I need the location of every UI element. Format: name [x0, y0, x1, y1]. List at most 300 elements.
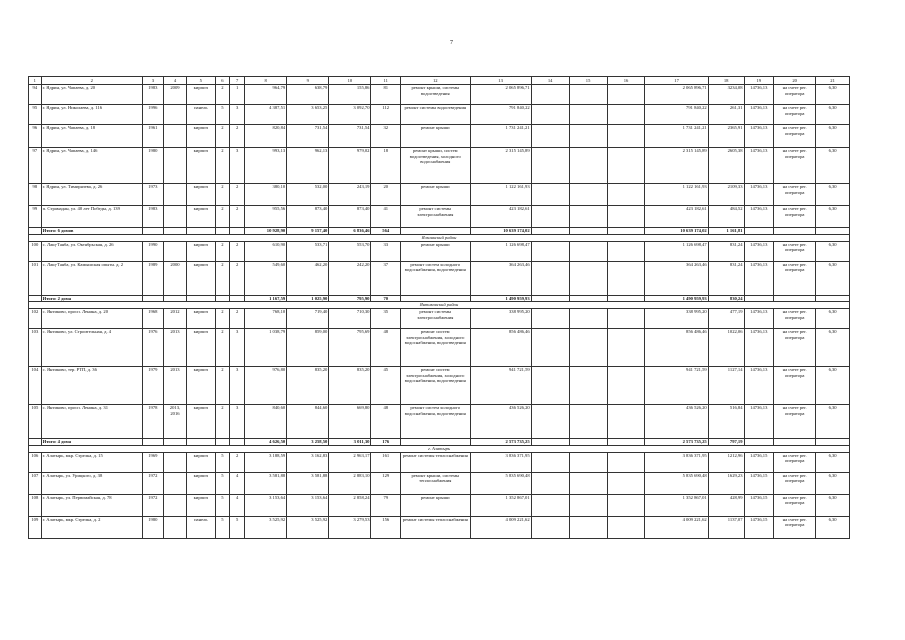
table-cell: 4 009 221,62	[645, 516, 708, 538]
district-title: г. Алатырь	[29, 445, 850, 452]
district-section-row	[29, 445, 850, 452]
table-cell	[569, 452, 607, 472]
table-cell: 6,30	[816, 85, 850, 105]
table-cell	[607, 329, 645, 367]
district-section-row	[29, 302, 850, 309]
table-cell: 2	[215, 206, 230, 228]
table-row	[29, 125, 850, 148]
table-cell	[215, 439, 230, 446]
table-cell: 979,02	[329, 148, 371, 184]
table-cell	[230, 439, 245, 446]
table-row	[29, 452, 850, 472]
table-cell: 6,30	[816, 261, 850, 295]
table-cell: ремонт крыши, систем водоотведения, холодного водоснабжения	[400, 148, 470, 184]
table-cell: 14736,13	[744, 125, 774, 148]
table-cell	[163, 125, 186, 148]
table-cell: 14736,15	[744, 472, 774, 494]
table-cell	[230, 228, 245, 235]
table-cell: Итого: 2 дома	[41, 295, 142, 302]
table-cell	[607, 261, 645, 295]
table-cell	[531, 439, 569, 446]
table-cell: 2	[215, 184, 230, 206]
table-cell	[816, 228, 850, 235]
table-cell: 795,69	[329, 329, 371, 367]
table-cell: 1978	[142, 405, 163, 439]
table-cell: 2	[215, 85, 230, 105]
table-cell: 669,80	[329, 405, 371, 439]
table-row	[29, 184, 850, 206]
page-number: 7	[450, 40, 453, 46]
table-cell	[607, 85, 645, 105]
table-cell: 1629,23	[708, 472, 744, 494]
table-cell: 380,10	[245, 184, 287, 206]
table-cell	[607, 405, 645, 439]
table-cell: 3 153,64	[287, 494, 329, 516]
table-cell: 1127,14	[708, 367, 744, 405]
table-cell: 5 835 690,48	[645, 472, 708, 494]
table-cell: 2	[230, 309, 245, 329]
table-cell: 941 721,59	[470, 367, 531, 405]
table-cell	[531, 516, 569, 538]
table-cell: 242,20	[329, 261, 371, 295]
column-number-cell: 18	[708, 77, 744, 85]
table-cell: кирпич	[187, 148, 215, 184]
table-cell	[230, 295, 245, 302]
table-cell	[531, 105, 569, 125]
table-cell: 6,30	[816, 329, 850, 367]
table-cell: ремонт крыши	[400, 494, 470, 516]
table-cell: 1 025,90	[287, 295, 329, 302]
table-cell: Итого: 6 домов	[41, 228, 142, 235]
column-number-cell: 16	[607, 77, 645, 85]
table-cell: 1137,07	[708, 516, 744, 538]
table-cell	[569, 494, 607, 516]
table-cell: 14736,13	[744, 367, 774, 405]
table-cell	[607, 367, 645, 405]
table-cell: 6,30	[816, 405, 850, 439]
table-cell: 14736,13	[744, 85, 774, 105]
table-cell: 2	[215, 261, 230, 295]
table-cell: г. Алатырь, мкр. Стрелка, д. 15	[41, 452, 142, 472]
table-cell: 14736,15	[744, 516, 774, 538]
table-cell	[187, 295, 215, 302]
table-cell: 2	[230, 125, 245, 148]
table-cell	[569, 405, 607, 439]
table-cell: 3 011,30	[329, 439, 371, 446]
table-cell: 14736,13	[744, 309, 774, 329]
table-cell: 844,60	[287, 405, 329, 439]
table-cell: 9 157,40	[287, 228, 329, 235]
table-cell	[569, 295, 607, 302]
column-number-cell: 2	[41, 77, 142, 85]
table-cell: г. Ядрин, ул. Тимирязева, д. 26	[41, 184, 142, 206]
table-cell: 564	[371, 228, 401, 235]
table-cell: 1976	[142, 329, 163, 367]
table-cell: 2 963,17	[329, 452, 371, 472]
table-cell: ремонт системы теплоснабжения	[400, 452, 470, 472]
table-cell: 795,90	[329, 295, 371, 302]
table-cell: 2 065 896,71	[645, 85, 708, 105]
table-cell: 3234,08	[708, 85, 744, 105]
table-row	[29, 367, 850, 405]
table-cell: 976,80	[245, 367, 287, 405]
table-cell: 1989	[142, 261, 163, 295]
table-cell	[816, 439, 850, 446]
table-cell: 532,00	[287, 184, 329, 206]
table-cell: ремонт системы электроснабжения	[400, 206, 470, 228]
table-cell: 3	[230, 405, 245, 439]
table-cell	[163, 184, 186, 206]
table-cell: 3	[230, 367, 245, 405]
table-cell: 2365,91	[708, 125, 744, 148]
table-cell: кирпич	[187, 472, 215, 494]
table-cell	[569, 148, 607, 184]
table-cell: 423 182,61	[645, 206, 708, 228]
table-cell: 1 731 241,21	[470, 125, 531, 148]
table-cell: кирпич	[187, 184, 215, 206]
table-cell: 35	[371, 309, 401, 329]
table-cell: 129	[371, 472, 401, 494]
table-cell	[400, 228, 470, 235]
table-row	[29, 405, 850, 439]
table-cell: 549,60	[245, 261, 287, 295]
table-cell: 2	[230, 452, 245, 472]
table-cell	[607, 125, 645, 148]
table-cell	[744, 295, 774, 302]
table-cell: кирпич	[187, 261, 215, 295]
table-cell: 109	[29, 516, 42, 538]
table-cell: 2	[230, 261, 245, 295]
table-cell: 338 995,20	[470, 309, 531, 329]
table-cell: кирпич	[187, 367, 215, 405]
table-cell: 79	[371, 494, 401, 516]
table-cell: с. Янтиково, тер. РТП, д. 36	[41, 367, 142, 405]
table-cell: 2 065 896,71	[470, 85, 531, 105]
table-cell: 103	[29, 329, 42, 367]
table-cell: 3 836 371,95	[470, 452, 531, 472]
table-cell: 962,13	[287, 148, 329, 184]
table-cell: с. Янтиково, просп. Ленина, д. 20	[41, 309, 142, 329]
table-cell	[163, 295, 186, 302]
table-cell: 364 263,46	[470, 261, 531, 295]
table-cell	[163, 148, 186, 184]
table-cell: 3 653,25	[287, 105, 329, 125]
table-cell: 1972	[142, 472, 163, 494]
table-cell: 2000	[163, 261, 186, 295]
column-number-row	[29, 77, 850, 85]
table-cell	[163, 494, 186, 516]
table-cell: на счете рег. оператора	[774, 405, 816, 439]
table-row	[29, 148, 850, 184]
table-cell: 638,79	[287, 85, 329, 105]
table-cell: г. Ядрин, ул. Чапаева, д. 18	[41, 125, 142, 148]
table-cell: 873,40	[287, 206, 329, 228]
table-cell	[163, 206, 186, 228]
table-cell: 243,19	[329, 184, 371, 206]
table-cell	[744, 228, 774, 235]
table-cell: 2109,33	[708, 184, 744, 206]
table-cell: 1 352 867,01	[645, 494, 708, 516]
column-number-cell: 7	[230, 77, 245, 85]
table-cell	[569, 309, 607, 329]
table-cell: 10 639 174,02	[470, 228, 531, 235]
table-cell	[607, 184, 645, 206]
column-number-cell: 1	[29, 77, 42, 85]
table-cell: 338 995,20	[645, 309, 708, 329]
table-cell: 1212,96	[708, 452, 744, 472]
table-cell	[816, 295, 850, 302]
table-cell	[569, 439, 607, 446]
table-cell: 3 153,64	[245, 494, 287, 516]
table-cell: кирпич	[187, 206, 215, 228]
table-cell: 1 490 959,93	[645, 295, 708, 302]
table-cell	[569, 261, 607, 295]
table-row	[29, 261, 850, 295]
table-cell: 2	[215, 309, 230, 329]
table-cell: 831,24	[708, 241, 744, 261]
table-cell	[531, 405, 569, 439]
table-cell	[607, 148, 645, 184]
table-cell: 5 835 690,48	[470, 472, 531, 494]
table-cell: 161	[371, 452, 401, 472]
table-cell: 99	[29, 206, 42, 228]
table-cell: 10 639 174,02	[645, 228, 708, 235]
table-cell: 6 836,46	[329, 228, 371, 235]
table-cell: 176	[371, 439, 401, 446]
table-cell: 156	[371, 516, 401, 538]
table-cell	[29, 228, 42, 235]
table-cell: кирпич	[187, 125, 215, 148]
table-cell: 14736,13	[744, 206, 774, 228]
table-cell	[569, 228, 607, 235]
column-number-cell: 14	[531, 77, 569, 85]
table-cell: 364 263,46	[645, 261, 708, 295]
table-cell: 6,30	[816, 105, 850, 125]
table-cell: 3 836 371,95	[645, 452, 708, 472]
table-cell: с. Янтиково, просп. Ленина, д. 31	[41, 405, 142, 439]
table-cell: 5	[215, 494, 230, 516]
table-cell	[531, 206, 569, 228]
table-cell: 100	[29, 241, 42, 261]
table-cell	[531, 241, 569, 261]
table-cell: 5	[215, 452, 230, 472]
table-cell	[569, 516, 607, 538]
table-cell: 94	[29, 85, 42, 105]
table-cell: 4 626,50	[245, 439, 287, 446]
table-cell	[163, 241, 186, 261]
table-cell	[569, 85, 607, 105]
table-cell	[531, 309, 569, 329]
table-cell: 2013, 2016	[163, 405, 186, 439]
column-number-cell: 21	[816, 77, 850, 85]
table-cell	[607, 241, 645, 261]
table-cell	[531, 148, 569, 184]
table-cell	[607, 309, 645, 329]
table-cell: 4	[230, 494, 245, 516]
table-cell: 955,56	[245, 206, 287, 228]
table-cell: 553,70	[329, 241, 371, 261]
table-cell	[29, 439, 42, 446]
district-section-row	[29, 234, 850, 241]
table-cell: 856 486,46	[645, 329, 708, 367]
table-cell: 859,00	[287, 329, 329, 367]
table-cell: кирпич	[187, 241, 215, 261]
table-cell: 2 573 735,25	[470, 439, 531, 446]
table-cell: 2	[215, 148, 230, 184]
table-cell: 14736,13	[744, 105, 774, 125]
subtotal-row	[29, 295, 850, 302]
table-cell: 2009	[163, 85, 186, 105]
table-cell: 37	[371, 261, 401, 295]
table-cell	[607, 206, 645, 228]
table-cell: 477,19	[708, 309, 744, 329]
subtotal-row	[29, 228, 850, 235]
table-cell	[29, 295, 42, 302]
table-cell: 70	[371, 295, 401, 302]
table-cell: 14736,15	[744, 452, 774, 472]
table-cell: 6,30	[816, 184, 850, 206]
table-cell: 14736,13	[744, 405, 774, 439]
table-cell	[607, 494, 645, 516]
table-cell: панель	[187, 516, 215, 538]
table-cell	[531, 452, 569, 472]
table-cell: 2	[215, 329, 230, 367]
table-cell: 830,24	[708, 295, 744, 302]
table-cell	[774, 228, 816, 235]
column-number-cell: 13	[470, 77, 531, 85]
table-cell: 3 279,53	[329, 516, 371, 538]
table-cell: 3 525,92	[287, 516, 329, 538]
table-row	[29, 472, 850, 494]
column-number-cell: 3	[142, 77, 163, 85]
table-cell: 731,54	[329, 125, 371, 148]
table-cell	[744, 439, 774, 446]
table-cell: 48	[371, 405, 401, 439]
table-cell: 4 009 221,62	[470, 516, 531, 538]
table-cell: 6,30	[816, 452, 850, 472]
table-cell	[569, 329, 607, 367]
column-number-cell: 12	[400, 77, 470, 85]
table-cell: 3 092,70	[329, 105, 371, 125]
table-cell: 105	[29, 405, 42, 439]
table-cell: 6,30	[816, 309, 850, 329]
table-cell: 107	[29, 472, 42, 494]
table-cell: 941 721,59	[645, 367, 708, 405]
table-cell: 993,13	[245, 148, 287, 184]
table-cell: г. Ядрин, ул. Чапаева, д. 146	[41, 148, 142, 184]
table-cell	[142, 439, 163, 446]
table-row	[29, 241, 850, 261]
table-cell: на счете рег. оператора	[774, 241, 816, 261]
table-cell: на счете рег. оператора	[774, 261, 816, 295]
table-cell: Итого: 4 дома	[41, 439, 142, 446]
table-cell: 484,52	[708, 206, 744, 228]
table-cell: ремонт системы теплоснабжения	[400, 516, 470, 538]
table-cell: 261,31	[708, 105, 744, 125]
table-cell: 436 526,20	[470, 405, 531, 439]
table-cell: 797,19	[708, 439, 744, 446]
column-number-cell: 20	[774, 77, 816, 85]
table-cell: 3	[230, 148, 245, 184]
table-cell	[531, 184, 569, 206]
table-cell	[607, 105, 645, 125]
table-cell	[531, 125, 569, 148]
table-cell: ремонт систем холодного водоснабжения, водоотведения	[400, 261, 470, 295]
table-cell	[163, 472, 186, 494]
table-cell: 2 315 145,89	[645, 148, 708, 184]
table-cell: 155,86	[329, 85, 371, 105]
table-cell: 2	[230, 184, 245, 206]
table-cell	[163, 439, 186, 446]
table-cell: 1 731 241,21	[645, 125, 708, 148]
table-cell: 4	[230, 472, 245, 494]
table-cell: кирпич	[187, 85, 215, 105]
column-number-cell: 10	[329, 77, 371, 85]
table-cell	[607, 295, 645, 302]
table-cell: 964,79	[245, 85, 287, 105]
table-cell	[531, 494, 569, 516]
table-cell: п. Страмадан, ул. 40 лет Победы, д. 139	[41, 206, 142, 228]
table-cell: 1968	[142, 309, 163, 329]
column-number-cell: 8	[245, 77, 287, 85]
table-cell: на счете рег. оператора	[774, 367, 816, 405]
column-number-cell: 11	[371, 77, 401, 85]
table-cell: 1980	[142, 516, 163, 538]
table-cell: 436 526,20	[645, 405, 708, 439]
table-cell	[531, 295, 569, 302]
table-cell: 1 167,59	[245, 295, 287, 302]
table-cell: 1973	[142, 184, 163, 206]
table-cell: 3	[230, 329, 245, 367]
table-row	[29, 309, 850, 329]
table-cell	[531, 329, 569, 367]
table-cell: г. Алатырь, ул. Урицкого, д. 38	[41, 472, 142, 494]
table-cell: 6,30	[816, 367, 850, 405]
table-cell: 10 928,90	[245, 228, 287, 235]
table-cell	[163, 516, 186, 538]
repair-register-table	[28, 76, 850, 539]
table-cell: панель	[187, 105, 215, 125]
table-cell	[400, 439, 470, 446]
table-cell: 2	[215, 367, 230, 405]
table-cell: 1022,06	[708, 329, 744, 367]
table-cell	[569, 184, 607, 206]
table-cell: 1 122 161,93	[645, 184, 708, 206]
table-cell: 6,30	[816, 494, 850, 516]
table-cell: 840,60	[245, 405, 287, 439]
table-cell: 3	[230, 105, 245, 125]
table-cell: кирпич	[187, 309, 215, 329]
table-cell	[531, 472, 569, 494]
table-cell: 1 126 698,47	[470, 241, 531, 261]
table-cell: 856 486,46	[470, 329, 531, 367]
table-cell: 719,40	[287, 309, 329, 329]
table-cell	[607, 439, 645, 446]
table-cell: 731,54	[287, 125, 329, 148]
table-cell: 835,20	[329, 367, 371, 405]
table-cell	[569, 105, 607, 125]
table-cell: 791 840,22	[645, 105, 708, 125]
table-cell: 6,30	[816, 206, 850, 228]
table-cell: 1983	[142, 85, 163, 105]
table-cell: 5	[215, 516, 230, 538]
table-cell: 3 188,59	[245, 452, 287, 472]
table-cell: ремонт системы электроснабжения	[400, 309, 470, 329]
table-row	[29, 516, 850, 538]
table-cell: на счете рег. оператора	[774, 184, 816, 206]
table-cell: 710,30	[329, 309, 371, 329]
table-cell	[569, 241, 607, 261]
